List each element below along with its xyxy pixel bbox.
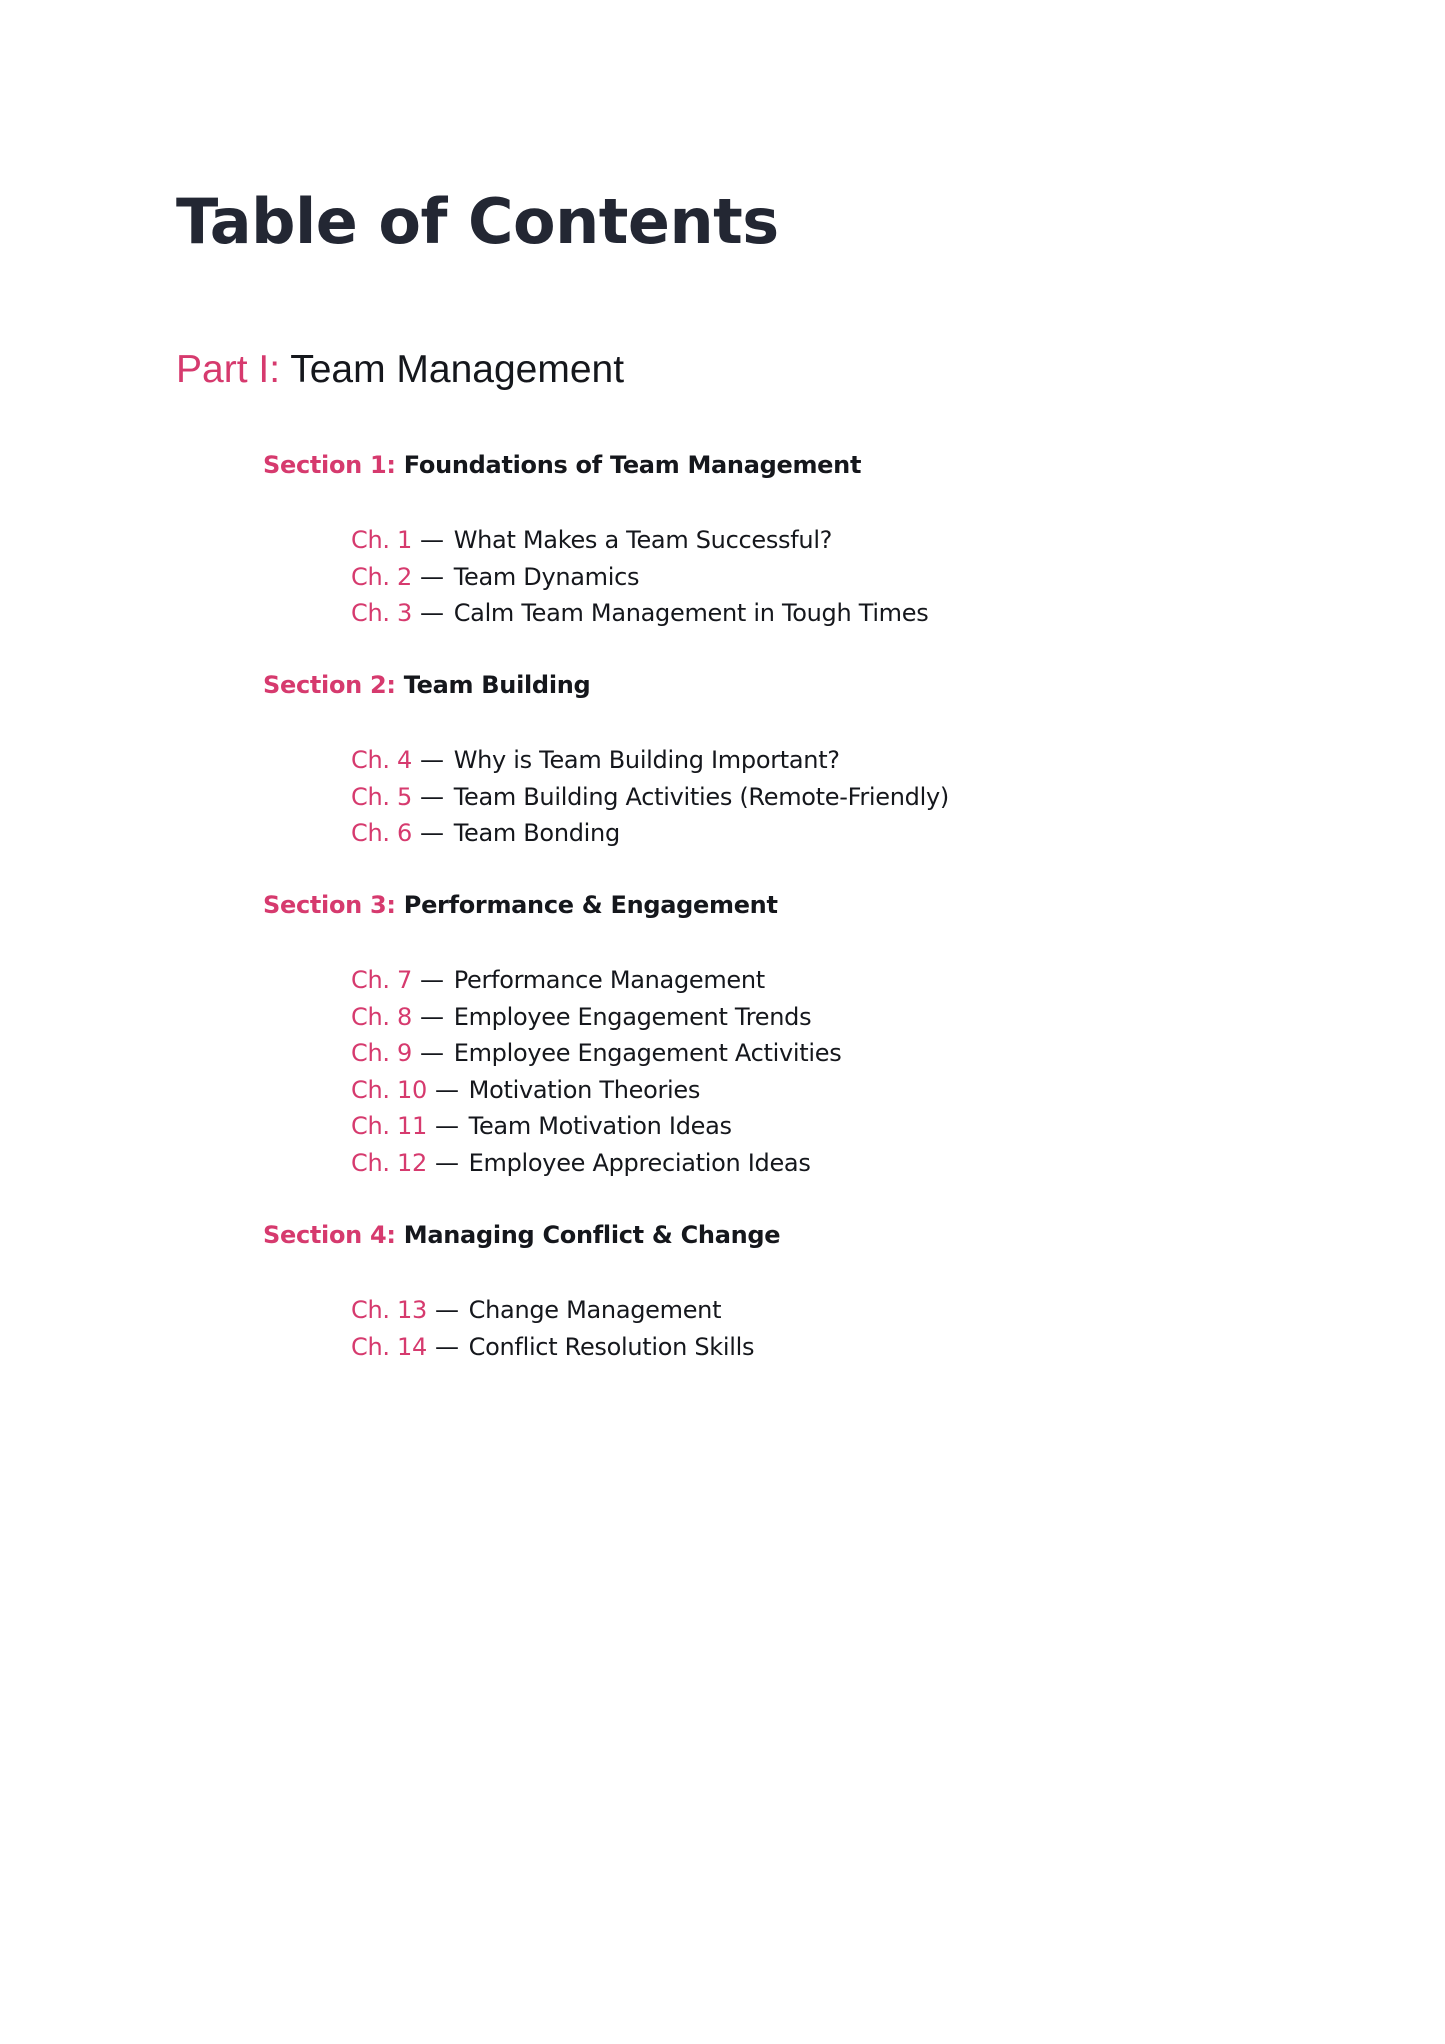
section-heading-2[interactable] <box>263 669 590 701</box>
chapter-dash: — <box>434 1296 459 1324</box>
chapter-title: Employee Appreciation Ideas <box>468 1148 811 1177</box>
chapter-dash: — <box>420 782 444 811</box>
section-prefix: Section 3: <box>263 891 396 919</box>
section-title: Performance & Engagement <box>403 891 778 919</box>
chapter-number: Ch. 12 <box>351 1148 427 1177</box>
section-heading-4[interactable] <box>263 1219 780 1251</box>
chapter-list-section-2 <box>351 742 949 852</box>
chapter-title: Employee Engagement Trends <box>453 1002 812 1031</box>
chapter-item-2[interactable] <box>351 559 928 596</box>
part-prefix: Part I: <box>176 348 281 391</box>
chapter-title: Motivation Theories <box>468 1075 701 1104</box>
chapter-dash: — <box>420 526 444 554</box>
chapter-dash: — <box>420 599 444 628</box>
chapter-item-12[interactable] <box>351 1145 841 1182</box>
chapter-dash: — <box>434 1148 459 1177</box>
section-prefix: Section 4: <box>263 1221 396 1249</box>
chapter-dash: — <box>434 1112 459 1141</box>
chapter-number: Ch. 1 <box>351 526 412 554</box>
chapter-item-4[interactable] <box>351 742 949 779</box>
chapter-number: Ch. 5 <box>351 782 412 811</box>
chapter-title: Employee Engagement Activities <box>453 1039 842 1068</box>
chapter-item-5[interactable] <box>351 779 949 816</box>
chapter-number: Ch. 9 <box>351 1039 412 1068</box>
chapter-dash: — <box>434 1332 459 1361</box>
chapter-list-section-1 <box>351 522 928 632</box>
chapter-item-13[interactable] <box>351 1292 754 1329</box>
chapter-number: Ch. 14 <box>351 1332 427 1361</box>
section-title: Foundations of Team Management <box>403 451 862 479</box>
page-title: Table of Contents <box>176 185 779 258</box>
chapter-title: Performance Management <box>453 966 765 994</box>
chapter-item-1[interactable] <box>351 522 928 559</box>
chapter-number: Ch. 4 <box>351 746 412 774</box>
chapter-dash: — <box>420 562 444 591</box>
chapter-item-9[interactable] <box>351 1035 841 1072</box>
chapter-number: Ch. 10 <box>351 1075 427 1104</box>
chapter-dash: — <box>434 1075 459 1104</box>
part-heading <box>176 346 624 394</box>
chapter-title: Conflict Resolution Skills <box>468 1332 755 1361</box>
chapter-title: Change Management <box>468 1296 722 1324</box>
chapter-item-7[interactable] <box>351 962 841 999</box>
section-prefix: Section 2: <box>263 671 396 699</box>
chapter-number: Ch. 11 <box>351 1112 427 1141</box>
chapter-title: Why is Team Building Important? <box>453 746 840 774</box>
chapter-dash: — <box>420 966 444 994</box>
chapter-dash: — <box>420 746 444 774</box>
chapter-number: Ch. 8 <box>351 1002 412 1031</box>
chapter-title: Team Building Activities (Remote-Friendly) <box>453 782 949 811</box>
chapter-item-11[interactable] <box>351 1108 841 1145</box>
chapter-title: Team Bonding <box>453 819 620 848</box>
chapter-list-section-4 <box>351 1292 754 1365</box>
chapter-number: Ch. 13 <box>351 1296 427 1324</box>
chapter-item-3[interactable] <box>351 595 928 632</box>
section-title: Team Building <box>403 671 591 699</box>
chapter-dash: — <box>420 1002 444 1031</box>
chapter-title: Calm Team Management in Tough Times <box>453 599 929 628</box>
section-prefix: Section 1: <box>263 451 396 479</box>
chapter-item-6[interactable] <box>351 815 949 852</box>
chapter-number: Ch. 6 <box>351 819 412 848</box>
chapter-number: Ch. 3 <box>351 599 412 628</box>
chapter-title: What Makes a Team Successful? <box>453 526 833 554</box>
section-title: Managing Conflict & Change <box>403 1221 781 1249</box>
part-title: Team Management <box>290 348 625 391</box>
chapter-dash: — <box>420 819 444 848</box>
chapter-list-section-3 <box>351 962 841 1182</box>
chapter-number: Ch. 7 <box>351 966 412 994</box>
chapter-number: Ch. 2 <box>351 562 412 591</box>
chapter-item-14[interactable] <box>351 1329 754 1366</box>
section-heading-3[interactable] <box>263 889 778 921</box>
chapter-title: Team Dynamics <box>453 562 640 591</box>
chapter-item-8[interactable] <box>351 999 841 1036</box>
chapter-dash: — <box>420 1039 444 1068</box>
chapter-item-10[interactable] <box>351 1072 841 1109</box>
chapter-title: Team Motivation Ideas <box>468 1112 732 1141</box>
section-heading-1[interactable] <box>263 449 861 481</box>
